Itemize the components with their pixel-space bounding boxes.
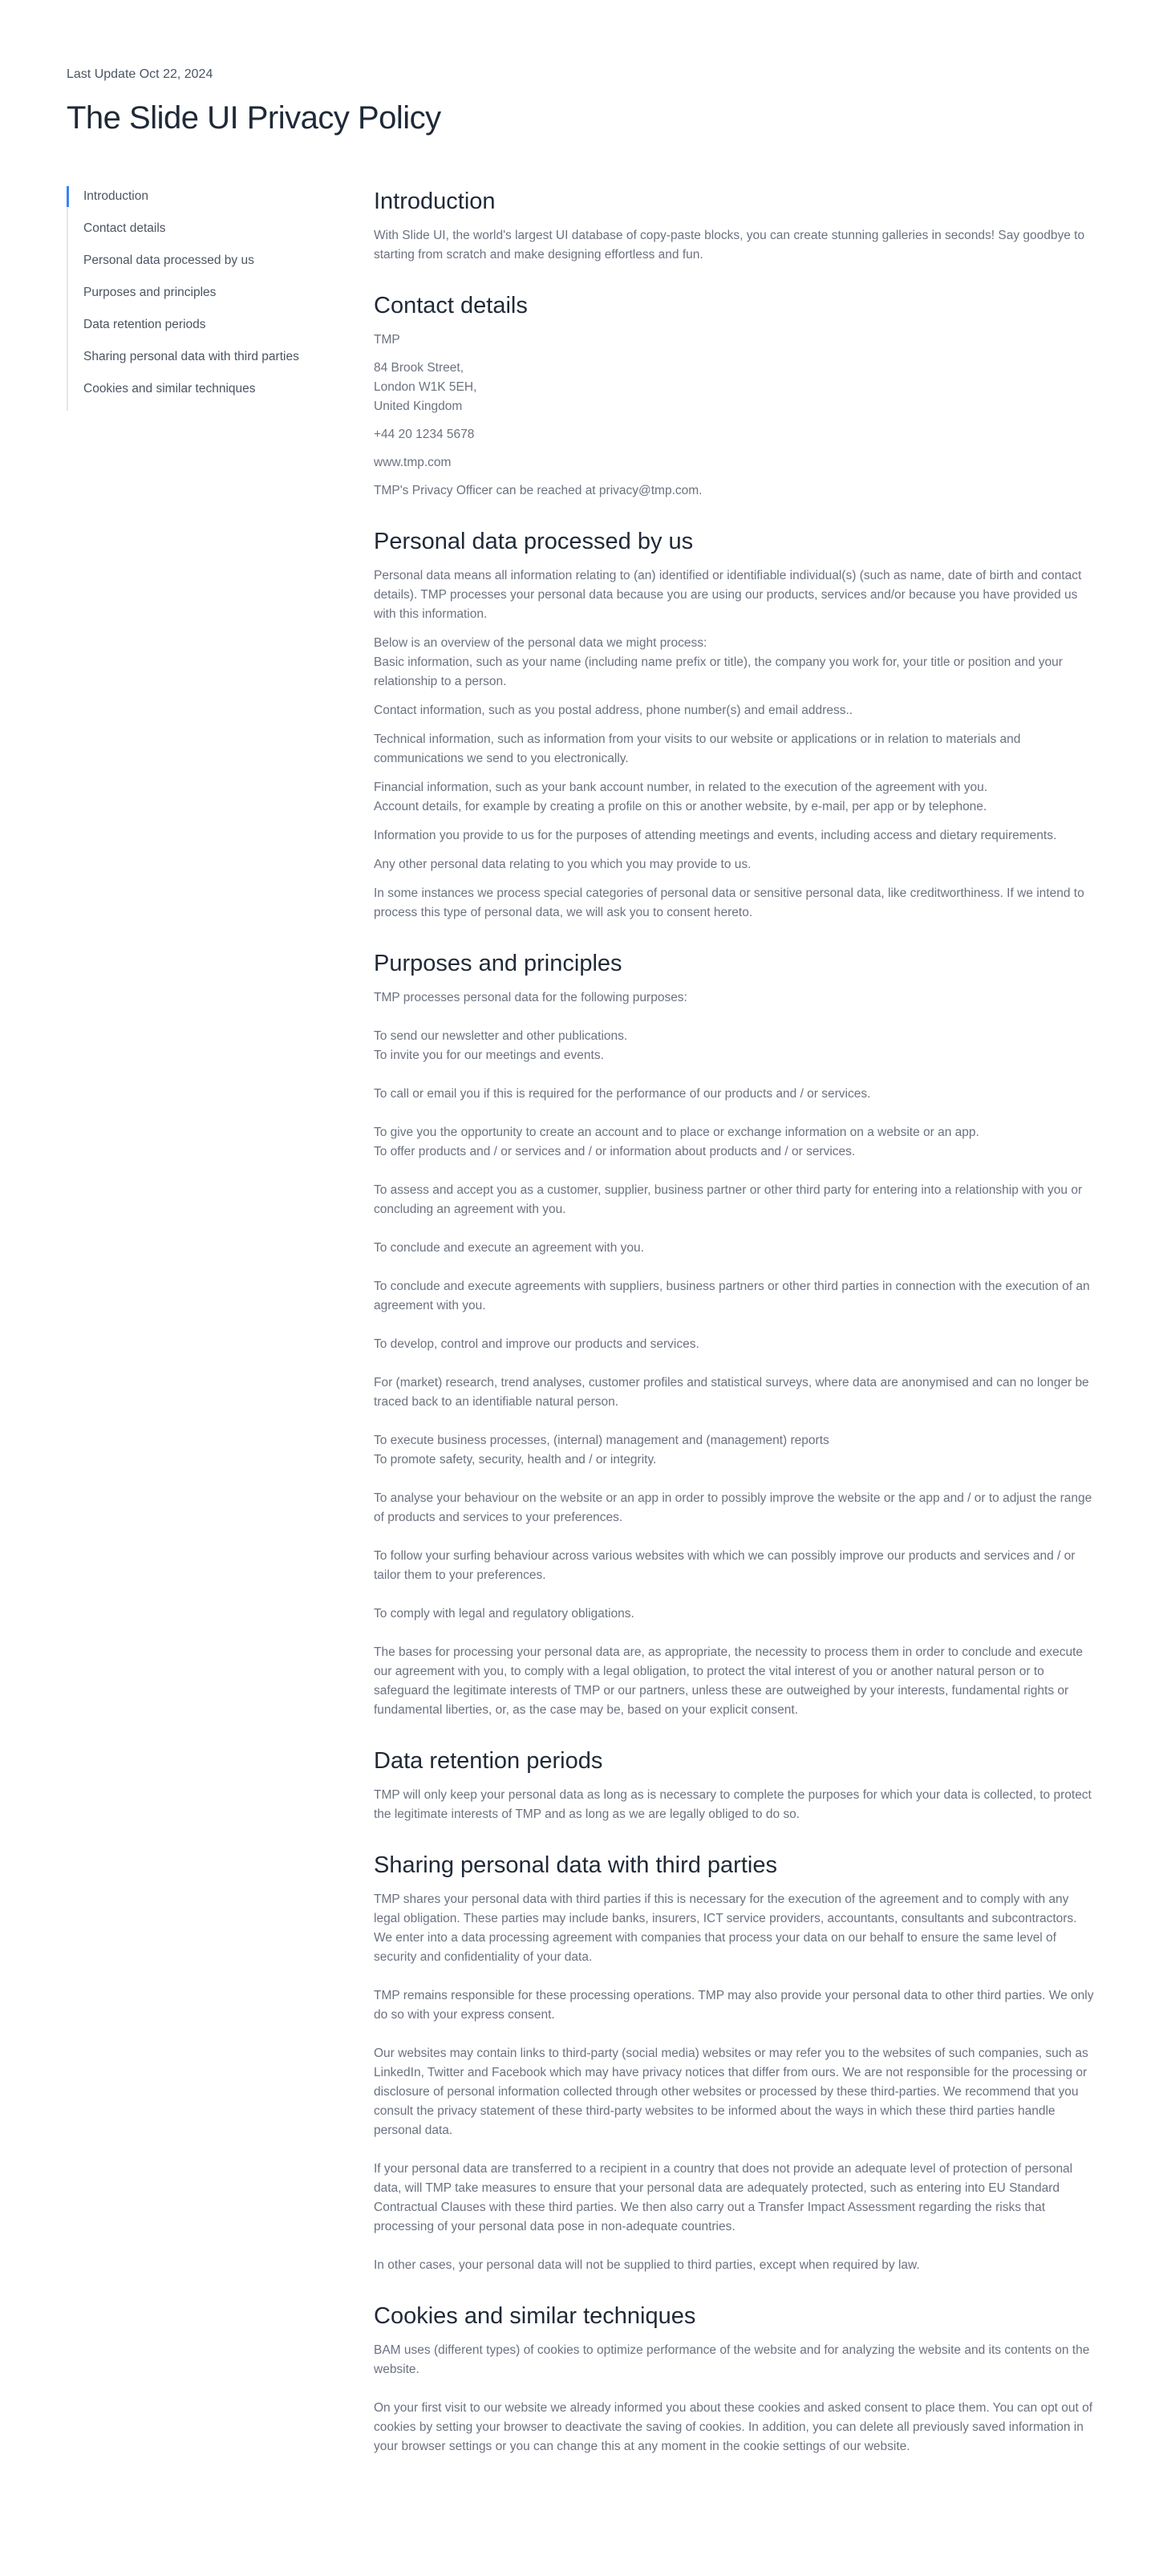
toc-item-introduction[interactable]: Introduction [68,186,331,218]
toc-item-cookies[interactable]: Cookies and similar techniques [83,382,256,396]
paragraph: To follow your surfing behaviour across various websites with which we can possibly improve our products and services and / or tailor them to your preferences. [374,1549,1076,1582]
section-heading: Contact details [374,293,528,318]
paragraph: TMP remains responsible for these processing operations. TMP may also provide your personal data to other third parties. We only do so with your express consent. [374,1989,1094,2022]
company-phone: +44 20 1234 5678 [374,428,475,441]
paragraph: In some instances we process special categories of personal data or sensitive personal data, like creditworthiness. If we intend to process this type of personal data, we will ask you to consent hereto. [374,886,1084,919]
paragraph: Below is an overview of the personal data we might process: Basic information, such as your name (including name prefix or title), the company you work for, your title or position and your relationship to a person. [374,636,1063,688]
paragraph: Financial information, such as your bank account number, in related to the execution of the agreement with you. Account details, for example by creating a profile on this or another website, by e-mail, per app or by telephone. [374,781,988,813]
paragraph: To assess and accept you as a customer, supplier, business partner or other third party for entering into a relationship with you or concluding an agreement with you. [374,1183,1083,1216]
policy-content [374,186,1096,2482]
page-title: The Slide UI Privacy Policy [67,100,441,136]
paragraph: Technical information, such as information from your visits to our website or applications or in relation to materials and communications we send to you electronically. [374,732,1021,765]
paragraph: To analyse your behaviour on the website or an app in order to possibly improve the website or the app and / or to adjust the range of products and services to your preferences. [374,1491,1092,1524]
section-heading: Sharing personal data with third parties [374,1852,777,1878]
paragraph: With Slide UI, the world's largest UI database of copy-paste blocks, you can create stunning galleries in seconds! Say goodbye to starting from scratch and make designing effortless and fun. [374,229,1085,262]
section-personal-data [374,526,1096,923]
table-of-contents [67,186,331,411]
toc-item-purposes[interactable]: Purposes and principles [83,286,217,299]
last-update-text: Last Update Oct 22, 2024 [67,67,213,81]
section-heading: Data retention periods [374,1748,603,1774]
toc-item-personal-data[interactable]: Personal data processed by us [83,254,254,267]
section-cookies [374,2301,1096,2456]
paragraph: TMP will only keep your personal data as long as is necessary to complete the purposes for which your data is collected, to protect the legitimate interests of TMP and as long as we are legally obliged to do so. [374,1788,1092,1821]
paragraph: To comply with legal and regulatory obligations. [374,1607,634,1621]
paragraph: To execute business processes, (internal) management and (management) reports To promote safety, security, health and / or integrity. [374,1434,829,1466]
section-sharing [374,1850,1096,2275]
paragraph: In other cases, your personal data will not be supplied to third parties, except when required by law. [374,2258,920,2272]
paragraph: To develop, control and improve our products and services. [374,1337,699,1351]
privacy-officer-contact: TMP's Privacy Officer can be reached at privacy@tmp.com. [374,484,703,497]
toc-item-contact-details[interactable]: Contact details [83,221,166,235]
section-heading: Introduction [374,189,496,214]
paragraph: TMP shares your personal data with third parties if this is necessary for the execution of the agreement and to comply with any legal obligation. These parties may include banks, insurers, ICT service providers, accountants, consultants and subcontractors. We enter into a data processing agreement with companies that process your data on our behalf to ensure the same level of security and confidentiality of your data. [374,1892,1077,1964]
section-contact-details [374,290,1096,501]
paragraph: Information you provide to us for the purposes of attending meetings and events, including access and dietary requirements. [374,829,1057,842]
toc-item-data-retention[interactable]: Data retention periods [83,318,206,331]
company-name: TMP [374,333,400,347]
paragraph: To give you the opportunity to create an account and to place or exchange information on a website or an app. To offer products and / or services and / or information about products and / or services. [374,1126,979,1158]
paragraph: BAM uses (different types) of cookies to optimize performance of the website and for analyzing the website and its contents on the website. [374,2343,1090,2376]
paragraph: Any other personal data relating to you which you may provide to us. [374,858,752,871]
paragraph: TMP processes personal data for the following purposes: [374,991,687,1004]
toc-item-sharing[interactable]: Sharing personal data with third parties [83,350,299,363]
paragraph: The bases for processing your personal data are, as appropriate, the necessity to process them in order to conclude and execute our agreement with you, to comply with a legal obligation, to protect the vital interest of you or another natural person or to safeguard the legitimate interests of TMP or our partners, unless these are outweighed by your interests, fundamental rights or fundamental liberties, or, as the case may be, based on your explicit consent. [374,1645,1084,1717]
paragraph: To send our newsletter and other publications. To invite you for our meetings and events. [374,1029,628,1062]
paragraph: For (market) research, trend analyses, customer profiles and statistical surveys, where data are anonymised and can no longer be traced back to an identifiable natural person. [374,1376,1089,1409]
company-website: www.tmp.com [374,456,452,469]
section-heading: Cookies and similar techniques [374,2303,696,2329]
company-address: 84 Brook Street, London W1K 5EH, United Kingdom [374,361,477,413]
section-heading: Purposes and principles [374,951,622,976]
section-purposes [374,948,1096,1720]
paragraph: To call or email you if this is required for the performance of our products and / or services. [374,1087,871,1101]
paragraph: Our websites may contain links to third-party (social media) websites or may refer you to the websites of such companies, such as LinkedIn, Twitter and Facebook which may have privacy notices that differ from ours. We are not responsible for the processing or disclosure of personal information collected through other websites or processed by these third-parties. We recommend that you consult the privacy statement of these third-party websites to be informed about the ways in which these third parties handle personal data. [374,2047,1088,2137]
page-header [67,67,869,139]
paragraph: To conclude and execute an agreement with you. [374,1241,644,1255]
paragraph: Contact information, such as you postal address, phone number(s) and email address.. [374,704,853,717]
section-introduction [374,186,1096,265]
paragraph: To conclude and execute agreements with suppliers, business partners or other third parties in connection with the execution of an agreement with you. [374,1280,1090,1312]
paragraph: Personal data means all information relating to (an) identified or identifiable individual(s) (such as name, date of birth and contact details). TMP processes your personal data because you are using our products, services and/or because you have provided us with this information. [374,569,1082,621]
section-data-retention [374,1746,1096,1824]
section-heading: Personal data processed by us [374,529,694,554]
paragraph: If your personal data are transferred to a recipient in a country that does not provide an adequate level of protection of personal data, will TMP take measures to ensure that your personal data are adequately protected, such as entering into EU Standard Contractual Clauses with these third parties. We then also carry out a Transfer Impact Assessment regarding the risks that processing of your personal data pose in non-adequate countries. [374,2162,1073,2233]
paragraph: On your first visit to our website we already informed you about these cookies and asked consent to place them. You can opt out of cookies by setting your browser to deactivate the saving of cookies. In addition, you can delete all previously saved information in your browser settings or you can change this at any moment in the cookie settings of our website. [374,2401,1093,2453]
